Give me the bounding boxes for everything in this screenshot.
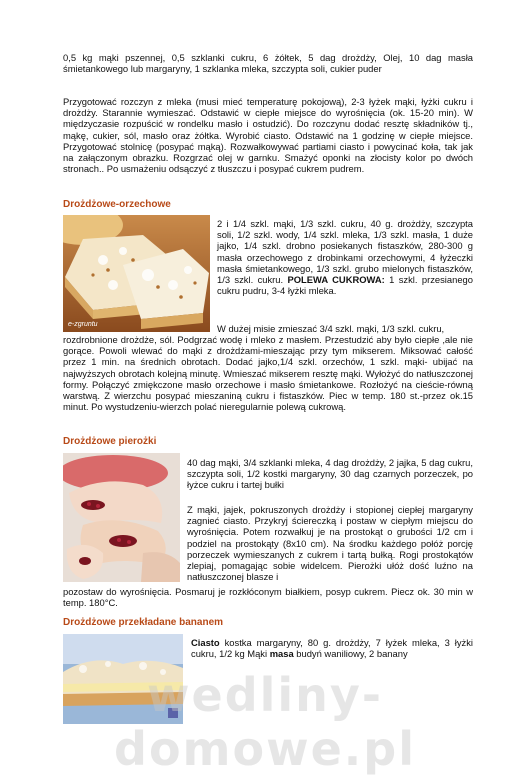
recipe1-ingredients: [217, 218, 473, 296]
banana-cake-image: [63, 634, 183, 724]
photo-nut-cake: [63, 215, 210, 332]
recipe2-method-side: Z mąki, jajek, pokruszonych drożdży i stopionej ciepłej margaryny zagnieć ciasto. Przykryj ściereczką i postaw w ciepłym miejscu do wyrośnięcia. Potem rozwałkuj je na prostokąt o grubości 1/2 cm i podziel na prostokąty (8x10 cm). Na środku każdego połóż porcję porzeczek wymieszanych z cukrem i tartą bułką. Rogi prostokątów zlepiaj, pomagając sobie widelcem. Pierożki ułóż dość luźno na natłuszczonej blasze i: [187, 504, 473, 583]
recipe1-glaze-text: 1 szkl. przesianego cukru pudru, 3-4 łyżki mleka.: [217, 274, 473, 297]
recipe1-method: rozdrobnione drożdże, sól. Podgrzać wodę i mleko z masłem. Przestudzić aby było ciepłe ,ale nie gorące. Powoli wlewać do mąki z drożdżami-mieszając przy tym mikserem. Miksować całość przez 1 min. na średnich obrotach. Dodać jajko,1/4 szkl. orzechów, 1 szkl. mąki- ubijać na najwyższych obrotach kolejną minutę. Wmieszać mikserem resztę mąki. Wyłożyć do natłuszczonej formy. Połączyć zmiękczone masło orzechowe i masło śmietankowe. Rozłożyć na cieście-równą warstwą. Z wierzchu posypać mieszaniną cukru i fistaszków. Piec w temp. 180 st.-przez ok.15 minut. Po wystudzeniu-wierzch polać nieregularnie polewą cukrową.: [63, 334, 473, 413]
recipe3-label-ciasto: Ciasto: [191, 637, 220, 648]
recipe3-text-ciasto: kostka margaryny, 80 g. drożdży, 7 łyżek mleka, 3 łyżki cukru, 1/2 kg Mąki: [191, 637, 473, 660]
nut-cake-image: [63, 215, 210, 332]
recipe1-ingredients-text: 2 i 1/4 szkl. mąki, 1/3 szkl. cukru, 40 g. drożdży, szczypta soli, 1/2 szkl. wody, 1/4 szkl. mleka, 1/3 szkl. masła, 1 duże jajko, 1/4 szkl. drobno posiekanych fistaszków, 280-300 g masła orzechowego z drobinkami orzechowymi, 4 łyżeczki masła śmietankowego, 1/3 szkl. grubo mielonych fistaszków, 1/3 szkl. cukru.: [217, 218, 473, 286]
recipe2-ingredients: 40 dag mąki, 3/4 szklanki mleka, 4 dag drożdży, 2 jajka, 5 dag cukru, szczypta soli, 1/2 kostki margaryny, 30 dag czarnych porzeczek, po łyżce cukru i tartej bułki: [187, 457, 473, 491]
watermark: wedliny-domowe.pl: [114, 668, 416, 776]
recipe2-method-rest: pozostaw do wyrośnięcia. Posmaruj je rozkłóconym białkiem, posyp cukrem. Piecz ok. 30 min w temp. 180°C.: [63, 586, 473, 609]
recipe-title-pierozki: Drożdżowe pierożki: [63, 436, 157, 447]
intro-method: Przygotować rozczyn z mleka (musi mieć temperaturę pokojową), 2-3 łyżek mąki, łyżki cukru i drożdży. Starannie wymieszać. Odstawić w ciepłe miejsce do wyrośnięcia (ok. 15-20 min). W międzyczasie rozpuścić w rondelku masło i ostudzić). Do rozczynu dodać resztę składników tj., mąkę, cukier, sól, masło oraz żółtka. Wyrobić ciasto. Odstawić na 1 godzinę w ciepłe miejsce. Przygotować stolnicę (posypać mąką). Rozwałkowywać partiami ciasto i powycinać koła, tak jak na załączonym obrazku. Rozgrzać olej w garnku. Smażyć oponki na złocisty kolor po dwóch stronach.. Po usmażeniu odsączyć z tłuszczu i posypać cukrem pudrem.: [63, 96, 473, 175]
photo-caption: e-zgruntu: [68, 321, 98, 328]
photo-pierozki: [63, 453, 180, 582]
recipe-title-banan: Drożdżowe przekładane bananem: [63, 617, 224, 628]
recipe3-ingredients: [191, 637, 473, 659]
photo-banana-cake: [63, 634, 183, 724]
recipe1-glaze-label: POLEWA CUKROWA:: [287, 274, 385, 286]
recipe3-label-masa: masa: [269, 648, 294, 660]
recipe1-method-first: W dużej misie zmieszać 3/4 szkl. mąki, 1/3 szkl. cukru,: [217, 323, 445, 334]
pierozki-image: [63, 453, 180, 582]
intro-ingredients: 0,5 kg mąki pszennej, 0,5 szklanki cukru, 6 żółtek, 5 dag drożdży, Olej, 10 dag masła śmietankowego lub margaryny, 1 szklanka mleka, szczypta soli, cukier puder: [63, 52, 473, 75]
recipe-title-orzechowe: Drożdżowe-orzechowe: [63, 199, 171, 210]
recipe3-text-masa: budyń waniliowy, 2 banany: [293, 648, 408, 660]
